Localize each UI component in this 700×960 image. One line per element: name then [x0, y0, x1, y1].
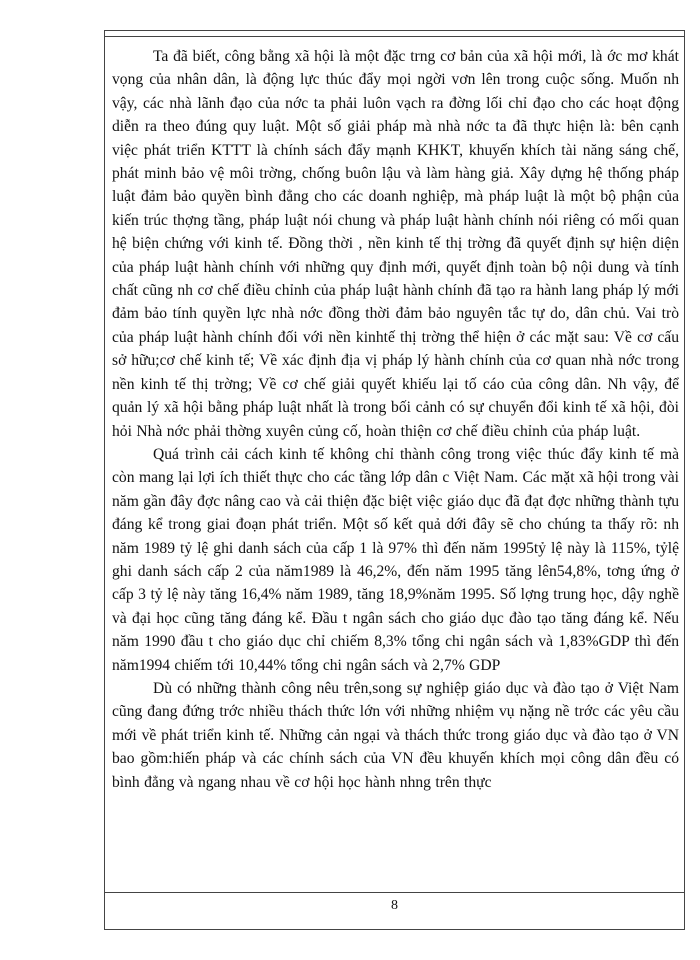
footer-rule — [104, 892, 685, 893]
page-number: 8 — [391, 898, 398, 913]
paragraph-economic-reform: Quá trình cải cách kinh tế không chỉ thành công trong việc thúc đẩy kinh tế mà còn mang lại lợi ích thiết thực cho các tầng lớp dân c Việt Nam. Các mặt xã hội trong vài năm gần đây đợc nâng cao và cải thiện đặc biệt việc giáo dục đã đạt đợc những thành tựu đáng kể trong giai đoạn phát triển. Một số kết quả dới đây sẽ cho chúng ta thấy rõ: nh năm 1989 tỷ lệ ghi danh sách của cấp 1 là 97% thì đến năm 1995tỷ lệ này là 115%, tỷlệ ghi danh sách cấp 2 của năm1989 là 46,2%, đến năm 1995 tăng lên54,8%, tơng ứng ở cấp 3 tỷ lệ này tăng 16,4% năm 1989, tăng 18,9%năm 1995. Số lợng trung học, dậy nghề và đại học cũng tăng đáng kể. Đầu t ngân sách cho giáo dục đào tạo tăng đáng kể. Nếu năm 1990 đầu t cho giáo dục chỉ chiếm 8,3% tổng chi ngân sách và 1,83%GDP thì đến năm1994 chiếm tới 10,44% tổng chi ngân sách và 2,7% GDP — [112, 445, 679, 674]
document-body — [112, 45, 679, 794]
paragraph-social-justice: Ta đã biết, công bằng xã hội là một đặc trng cơ bản của xã hội mới, là ớc mơ khát vọng của nhân dân, là động lực thúc đẩy mọi ngời vơn lên trong cuộc sống. Muốn nh vậy, các nhà lãnh đạo của nớc ta phải luôn vạch ra đờng lối chỉ đạo cho các hoạt động diễn ra theo đúng quy luật. Một số giải pháp mà nhà nớc ta đã thực hiện là: bên cạnh việc phát triển KTTT là chính sách đẩy mạnh KHKT, khuyến khích tài năng sáng chế, phát minh bảo vệ môi trờng, chống buôn lậu và làm hàng giả. Xây dựng hệ thống pháp luật đảm bảo quyền bình đẳng cho các doanh nghiệp, mà pháp luật là một bộ phận của kiến trúc thợng tầng, pháp luật nói chung và pháp luật hành chính nói riêng có mối quan hệ biện chứng với kinh tế. Đồng thời , nền kinh tế thị trờng đã quyết định sự hiện diện của pháp luật hành chính với những quy định mới, quyết định toàn bộ nội dung và tính chất cũng nh cơ chế điều chỉnh của pháp luật hành chính đã tạo ra hành lang pháp lý mới đảm bảo tính quyền lực nhà nớc đồng thời đảm bảo nguyên tắc tự do, dân chủ. Vai trò của pháp luật hành chính đối với nền kinhtế thị trờng thể hiện ở các mặt sau: Về cơ cấu sở hữu;cơ chế kinh tế; Về xác định địa vị pháp lý hành chính của cơ quan nhà nớc trong nền kinh tế thị trờng; Về cơ chế giải quyết khiếu lại tố cáo của công dân. Nh vậy, để quản lý xã hội bằng pháp luật nhất là trong bối cảnh có sự chuyển đổi kinh tế xã hội, đòi hỏi Nhà nớc phải thờng xuyên củng cố, hoàn thiện cơ chế điều chỉnh của pháp luật. — [112, 48, 679, 440]
paragraph-education-challenges: Dù có những thành công nêu trên,song sự nghiệp giáo dục và đào tạo ở Việt Nam cũng đang đứng trớc nhiều thách thức lớn với những nhiệm vụ nặng nề trớc các yêu cầu mới về phát triển kinh tế. Những cản ngại và thách thức trong giáo dục và đào tạo ở VN bao gồm:hiến pháp và các chính sách của VN đều khuyến khích mọi công dân đều có bình đẳng và ngang nhau về cơ hội học hành nhng trên thực — [112, 679, 679, 791]
header-rule — [104, 36, 685, 37]
